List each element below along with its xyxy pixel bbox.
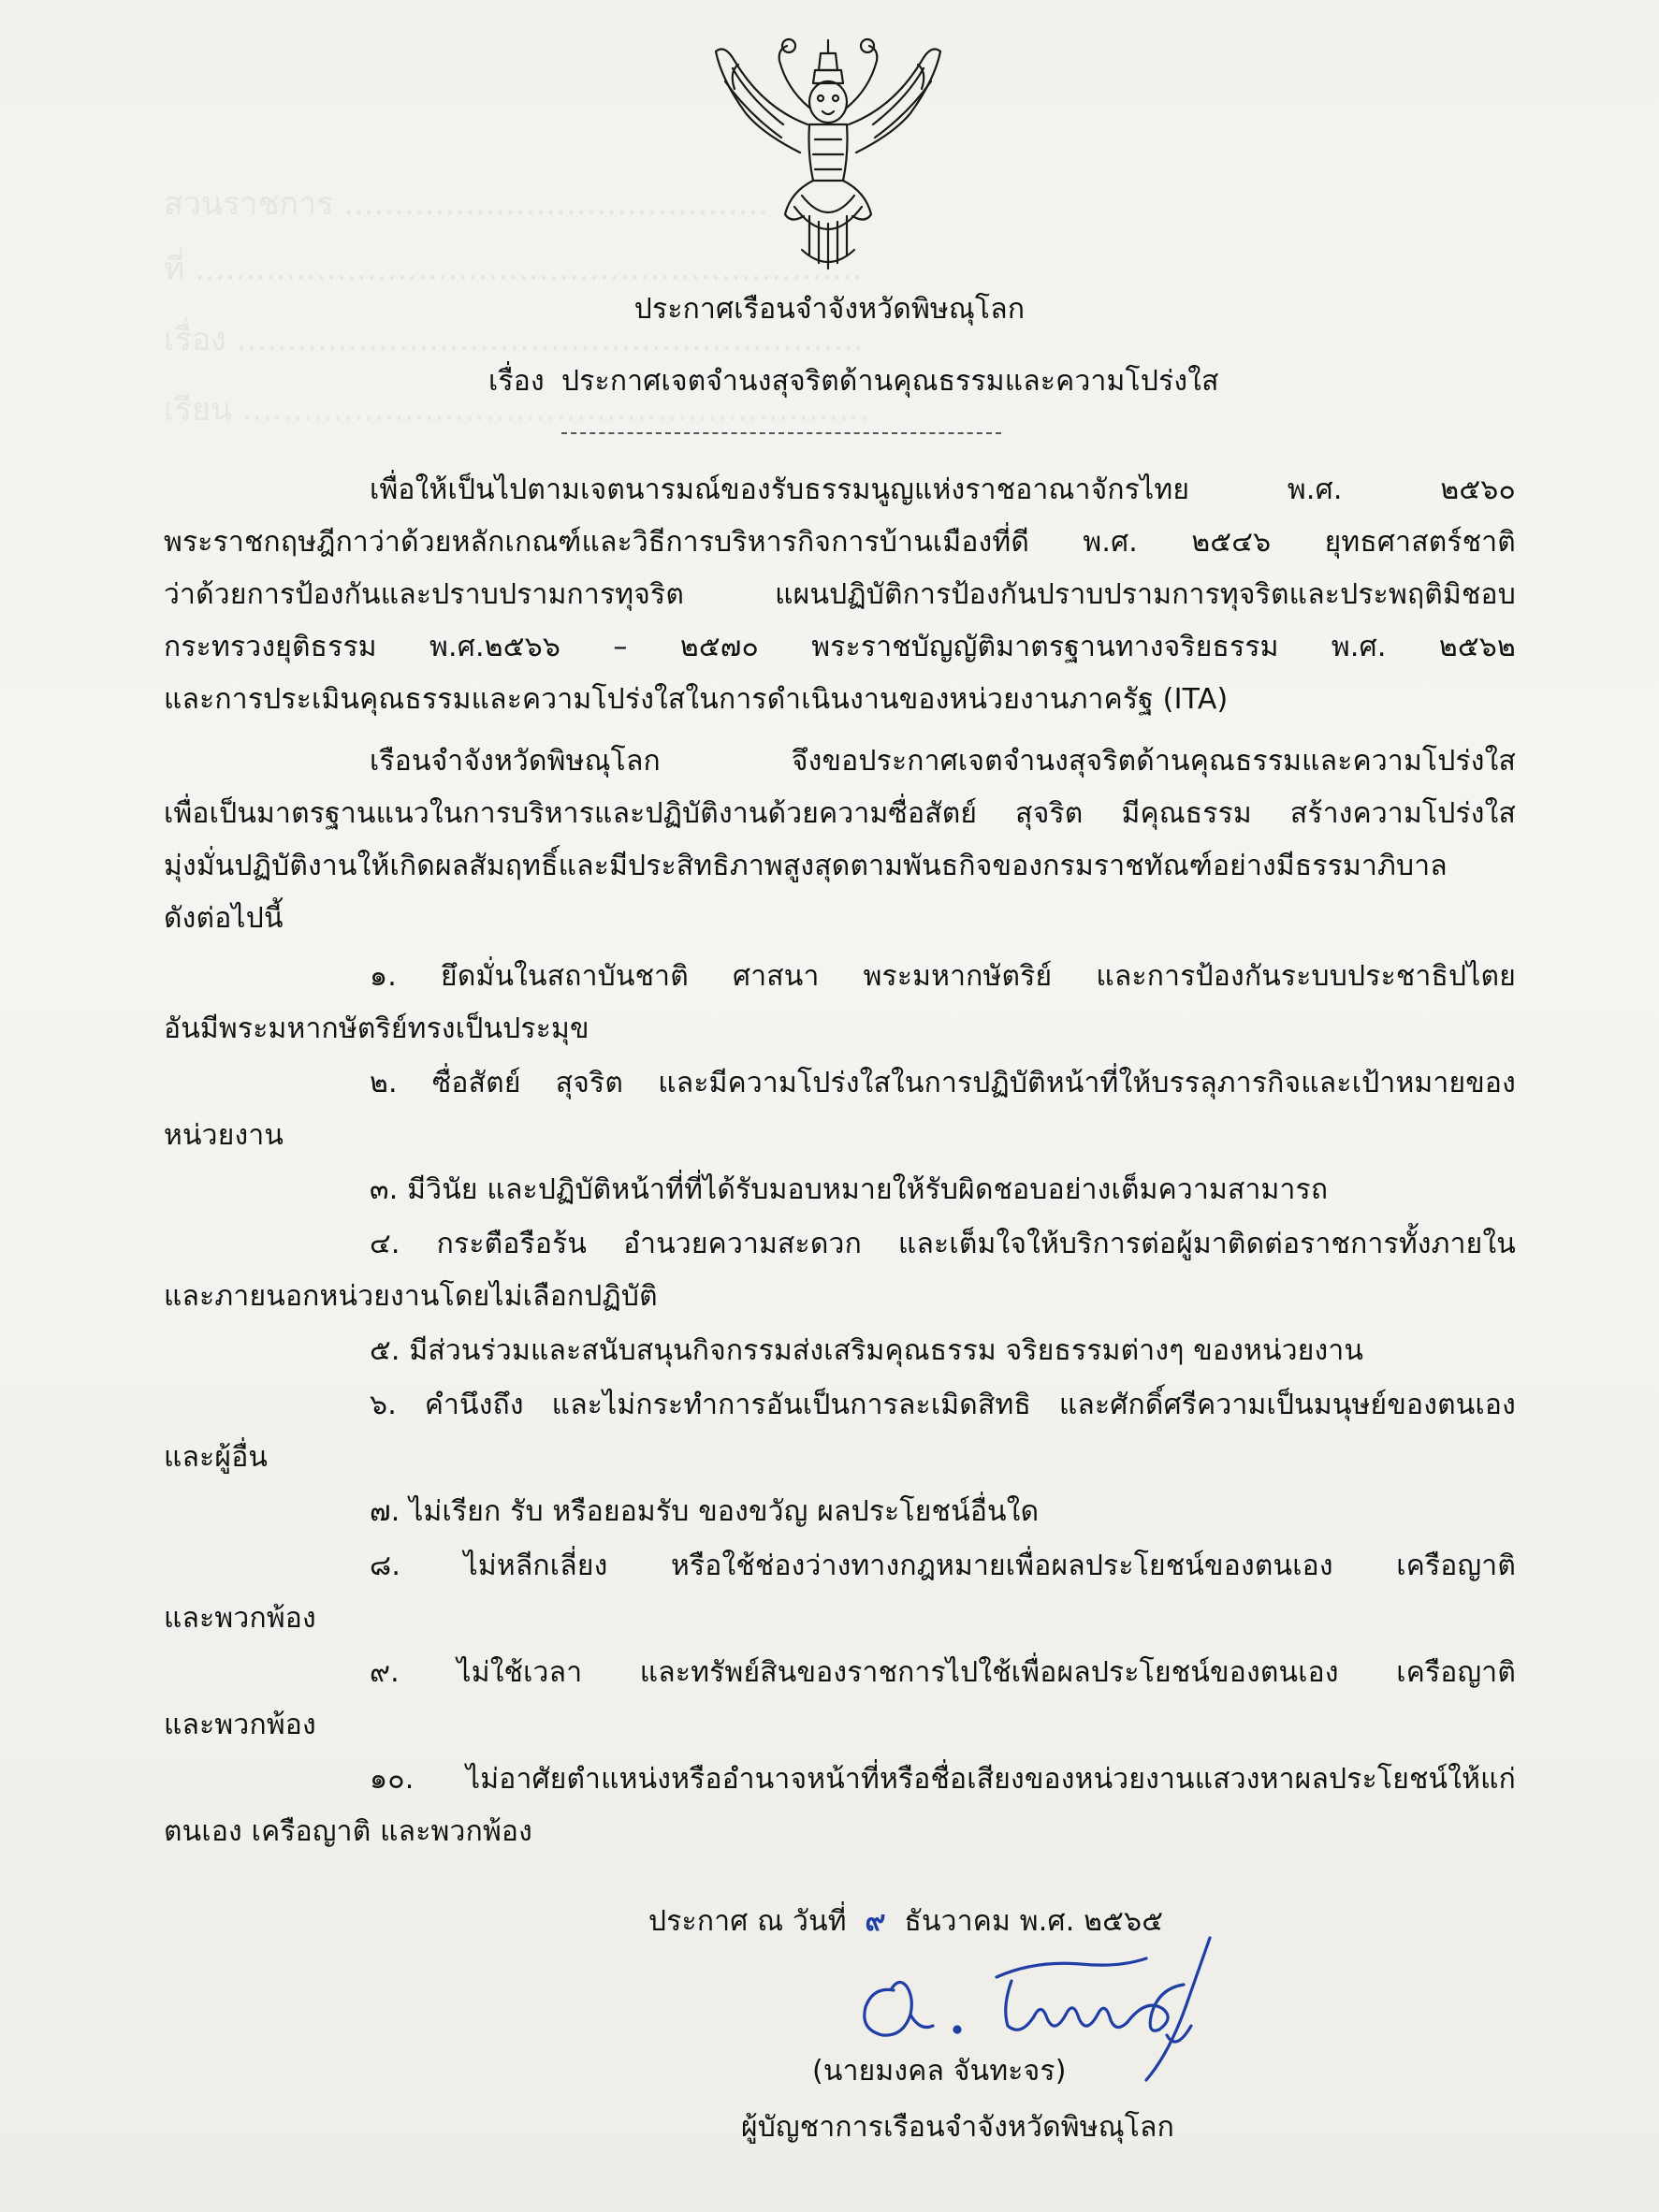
intro-line: เพื่อให้เป็นไปตามเจตนารมณ์ของรับธรรมนูญแห่งราชอาณาจักรไทย พ.ศ. ๒๕๖๐ <box>370 473 1516 506</box>
garuda-emblem <box>697 23 959 276</box>
item-9-line-2: และพวกพ้อง <box>164 1709 316 1741</box>
bleed-through-line: สวนราชการ .......................................... <box>164 185 769 223</box>
item-1-line-2: อันมีพระมหากษัตริย์ทรงเป็นประมุข <box>164 1012 589 1045</box>
item-6-line-2: และผู้อื่น <box>164 1441 269 1474</box>
signer-title: ผู้บัญชาการเรือนจำจังหวัดพิษณุโลก <box>741 2111 1175 2144</box>
signer-name: (นายมงคล จันทะจร) <box>812 2055 1067 2088</box>
date-month-year: ธันวาคม พ.ศ. ๒๕๖๕ <box>904 1905 1164 1938</box>
declaration-line: เพื่อเป็นมาตรฐานแนวในการบริหารและปฏิบัติงานด้วยความซื่อสัตย์ สุจริต มีคุณธรรม สร้างความโปร่งใส <box>164 797 1516 830</box>
item-1-line-1: ๑. ยึดมั่นในสถาบันชาติ ศาสนา พระมหากษัตริย์ และการป้องกันระบบประชาธิปไตย <box>370 960 1516 993</box>
bleed-through-line: เรื่อง .............................................................. <box>164 321 864 358</box>
bleed-through-line: เรียน .............................................................. <box>164 391 869 429</box>
intro-line: พระราชกฤษฎีกาว่าด้วยหลักเกณฑ์และวิธีการบริหารกิจการบ้านเมืองที่ดี พ.ศ. ๒๕๔๖ ยุทธศาสตร์ชาติ <box>164 526 1516 559</box>
declaration-line: มุ่งมั่นปฏิบัติงานให้เกิดผลสัมฤทธิ์และมีประสิทธิภาพสูงสุดตามพันธกิจของกรมราชทัณฑ์อย่างมีธรรมาภิบาล <box>164 850 1448 882</box>
declaration-line: เรือนจำจังหวัดพิษณุโลก จึงขอประกาศเจตจำนงสุจริตด้านคุณธรรมและความโปร่งใส <box>370 745 1516 778</box>
item-6-line-1: ๖. คำนึงถึง และไม่กระทำการอันเป็นการละเมิดสิทธิ และศักดิ์ศรีความเป็นมนุษย์ของตนเอง <box>370 1389 1516 1421</box>
item-10-line-2: ตนเอง เครือญาติ และพวกพ้อง <box>164 1815 532 1848</box>
item-8-line-2: และพวกพ้อง <box>164 1602 316 1635</box>
subject-text: ประกาศเจตจำนงสุจริตด้านคุณธรรมและความโปร่งใส <box>561 365 1219 398</box>
date-day: ๙ <box>865 1905 886 1938</box>
item-5-line-1: ๕. มีส่วนร่วมและสนับสนุนกิจกรรมส่งเสริมคุณธรรม จริยธรรมต่างๆ ของหน่วยงาน <box>370 1334 1364 1367</box>
intro-line: ว่าด้วยการป้องกันและปราบปรามการทุจริต แผนปฏิบัติการป้องกันปราบปรามการทุจริตและประพฤติมิชอบ <box>164 578 1516 611</box>
subject-label: เรื่อง <box>488 365 545 398</box>
item-8-line-1: ๘. ไม่หลีกเลี่ยง หรือใช้ช่องว่างทางกฎหมายเพื่อผลประโยชน์ของตนเอง เครือญาติ <box>370 1550 1516 1582</box>
item-4-line-2: และภายนอกหน่วยงานโดยไม่เลือกปฏิบัติ <box>164 1280 658 1313</box>
declaration-line: ดังต่อไปนี้ <box>164 902 284 935</box>
item-3-line-1: ๓. มีวินัย และปฏิบัติหน้าที่ที่ได้รับมอบหมายให้รับผิดชอบอย่างเต็มความสามารถ <box>370 1173 1329 1206</box>
header-divider <box>561 432 1001 434</box>
item-9-line-1: ๙. ไม่ใช้เวลา และทรัพย์สินของราชการไปใช้เพื่อผลประโยชน์ของตนเอง เครือญาติ <box>370 1656 1516 1689</box>
intro-line: และการประเมินคุณธรรมและความโปร่งใสในการดำเนินงานของหน่วยงานภาครัฐ (ITA) <box>164 683 1229 716</box>
item-2-line-1: ๒. ซื่อสัตย์ สุจริต และมีความโปร่งใสในการปฏิบัติหน้าที่ให้บรรลุภารกิจและเป้าหมายของ <box>370 1067 1516 1099</box>
intro-line: กระทรวงยุติธรรม พ.ศ.๒๕๖๖ – ๒๕๗๐ พระราชบัญญัติมาตรฐานทางจริยธรรม พ.ศ. ๒๕๖๒ <box>164 631 1516 663</box>
item-10-line-1: ๑๐. ไม่อาศัยตำแหน่งหรืออำนาจหน้าที่หรือชื่อเสียงของหน่วยงานแสวงหาผลประโยชน์ให้แก่ <box>370 1763 1516 1796</box>
bleed-through-line: ที่ .................................................................. <box>164 251 863 288</box>
document-title: ประกาศเรือนจำจังหวัดพิษณุโลก <box>633 293 1026 326</box>
item-4-line-1: ๔. กระตือรือร้น อำนวยความสะดวก และเต็มใจให้บริการต่อผู้มาติดต่อราชการทั้งภายใน <box>370 1228 1516 1260</box>
date-prefix: ประกาศ ณ วันที่ <box>648 1905 847 1938</box>
item-7-line-1: ๗. ไม่เรียก รับ หรือยอมรับ ของขวัญ ผลประโยชน์อื่นใด <box>370 1495 1040 1528</box>
item-2-line-2: หน่วยงาน <box>164 1119 284 1152</box>
